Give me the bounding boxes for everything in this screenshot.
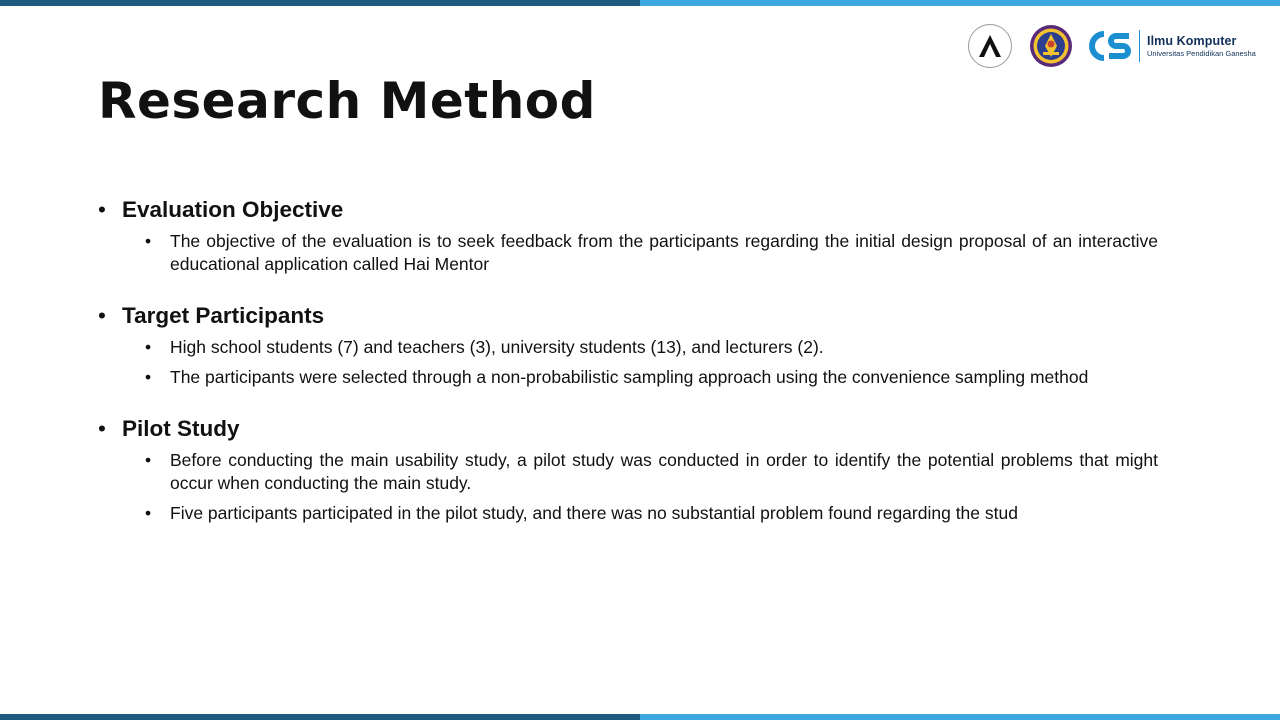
cs-logo-subtitle: Universitas Pendidikan Ganesha xyxy=(1147,49,1256,58)
bullet-icon: • xyxy=(98,197,106,222)
section-heading xyxy=(98,302,1160,330)
bullet-list xyxy=(98,230,1160,276)
triangle-a-icon xyxy=(977,33,1003,59)
top-bar-dark-segment xyxy=(0,0,640,6)
section-heading-text: Evaluation Objective xyxy=(122,197,344,222)
cs-mark-icon xyxy=(1083,28,1133,64)
bullet-list xyxy=(98,449,1160,525)
section-heading xyxy=(98,196,1160,224)
bullet-icon: • xyxy=(145,367,152,387)
list-item xyxy=(98,502,1160,525)
logo-group xyxy=(968,22,1256,70)
list-item-text: The participants were selected through a non-probabilistic sampling approach using the convenience sampling method xyxy=(170,367,1089,387)
brand-logo xyxy=(968,24,1012,68)
bottom-bar-light-segment xyxy=(640,714,1280,720)
bullet-icon: • xyxy=(145,503,152,523)
section-target-participants xyxy=(98,302,1160,389)
list-item xyxy=(98,336,1160,359)
section-heading xyxy=(98,415,1160,443)
slide-title: Research Method xyxy=(98,72,596,130)
section-heading-text: Target Participants xyxy=(122,303,325,328)
list-item-text: The objective of the evaluation is to seek feedback from the participants regarding the initial design proposal of an interactive educational application called Hai Mentor xyxy=(170,231,1158,274)
bullet-icon: • xyxy=(98,303,106,328)
cs-logo xyxy=(1083,28,1256,64)
list-item-text: Before conducting the main usability study, a pilot study was conducted in order to identify the potential problems that might occur when conducting the main study. xyxy=(170,450,1158,493)
bullet-icon: • xyxy=(145,231,152,251)
bullet-list xyxy=(98,336,1160,389)
list-item xyxy=(98,449,1160,495)
section-heading-text: Pilot Study xyxy=(122,416,240,441)
bullet-icon: • xyxy=(145,450,152,470)
section-evaluation-objective xyxy=(98,196,1160,276)
bottom-bar-dark-segment xyxy=(0,714,640,720)
section-pilot-study xyxy=(98,415,1160,525)
university-seal-icon xyxy=(1029,24,1073,68)
top-bar-light-segment xyxy=(640,0,1280,6)
list-item xyxy=(98,230,1160,276)
cs-logo-title: Ilmu Komputer xyxy=(1147,33,1237,48)
slide-content xyxy=(98,196,1160,532)
cs-logo-divider xyxy=(1139,30,1140,62)
list-item xyxy=(98,366,1160,389)
list-item-text: Five participants participated in the pilot study, and there was no substantial problem found regarding the stud xyxy=(170,503,1018,523)
top-accent-bar xyxy=(0,0,1280,6)
cs-logo-text xyxy=(1147,35,1256,58)
list-item-text: High school students (7) and teachers (3), university students (13), and lecturers (2). xyxy=(170,337,824,357)
bullet-icon: • xyxy=(98,416,106,441)
bullet-icon: • xyxy=(145,337,152,357)
bottom-accent-bar xyxy=(0,714,1280,720)
